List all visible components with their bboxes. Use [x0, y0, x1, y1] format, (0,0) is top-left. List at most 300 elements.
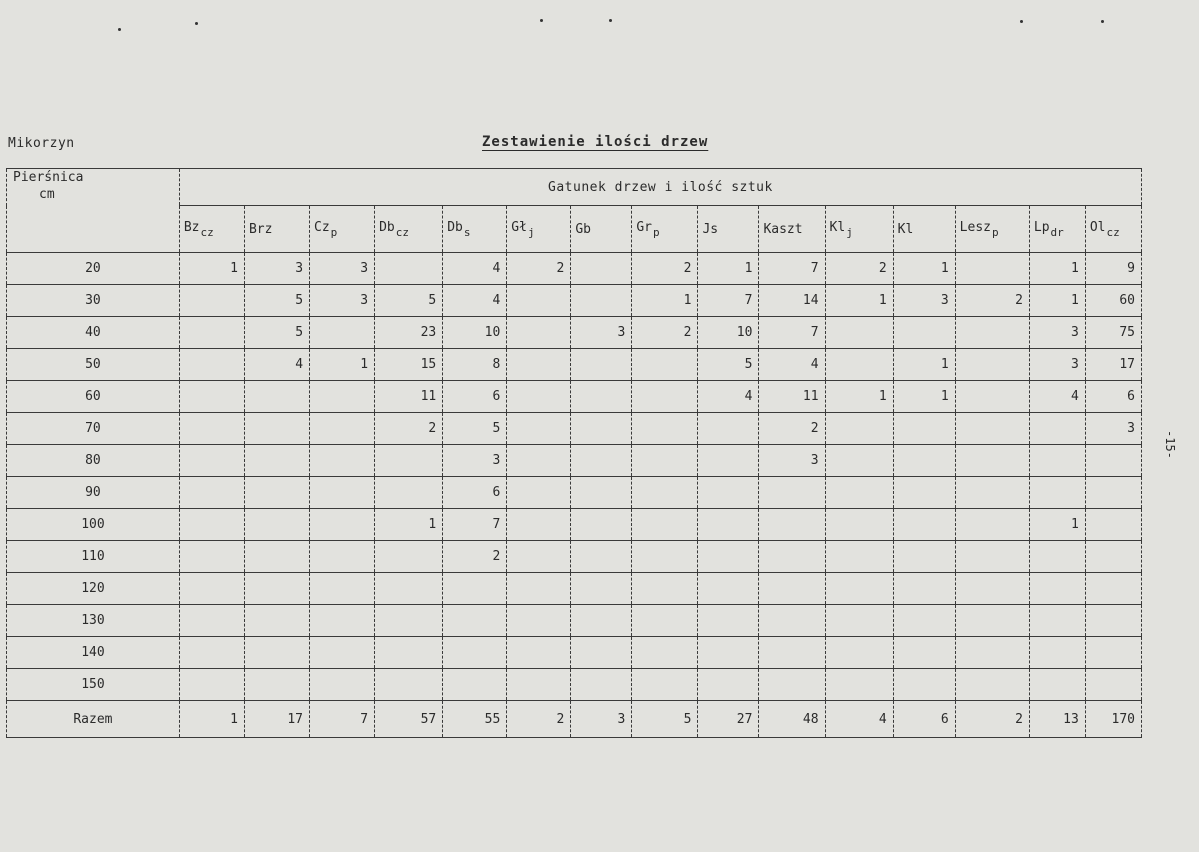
- species-header: [1085, 206, 1141, 253]
- count-cell: [955, 573, 1029, 605]
- count-cell: [759, 477, 825, 509]
- count-cell: 4: [244, 349, 309, 381]
- count-cell: [310, 445, 375, 477]
- diameter-header-unit: cm: [39, 187, 55, 202]
- total-row: [7, 701, 1142, 738]
- table-row: [7, 477, 1142, 509]
- table-body: [7, 253, 1142, 738]
- count-cell: [179, 573, 244, 605]
- count-cell: [698, 413, 759, 445]
- count-cell: 14: [759, 285, 825, 317]
- tree-tally-table: [6, 168, 1142, 738]
- count-cell: [507, 541, 571, 573]
- count-cell: [1085, 669, 1141, 701]
- count-cell: [179, 381, 244, 413]
- count-cell: [507, 669, 571, 701]
- count-cell: [244, 669, 309, 701]
- species-header: [825, 206, 893, 253]
- diameter-cell: 120: [7, 573, 180, 605]
- diameter-cell: 100: [7, 509, 180, 541]
- count-cell: [1029, 541, 1085, 573]
- count-cell: [893, 445, 955, 477]
- count-cell: 1: [1029, 509, 1085, 541]
- species-code: Js: [702, 221, 719, 237]
- species-subscript: p: [991, 225, 999, 239]
- species-code: Gr: [636, 219, 652, 235]
- table-row: [7, 413, 1142, 445]
- count-cell: 6: [443, 477, 507, 509]
- count-cell: 1: [825, 381, 893, 413]
- diameter-cell: 150: [7, 669, 180, 701]
- table-row: [7, 541, 1142, 573]
- count-cell: [310, 381, 375, 413]
- table-row: [7, 669, 1142, 701]
- count-cell: 2: [825, 253, 893, 285]
- count-cell: [375, 637, 443, 669]
- count-cell: [571, 509, 632, 541]
- count-cell: [1085, 637, 1141, 669]
- total-cell: 170: [1085, 701, 1141, 738]
- total-cell: 3: [571, 701, 632, 738]
- count-cell: 5: [244, 285, 309, 317]
- count-cell: 3: [759, 445, 825, 477]
- species-subscript: j: [846, 225, 853, 239]
- paper-speck: [1020, 20, 1023, 23]
- count-cell: [571, 285, 632, 317]
- count-cell: [955, 669, 1029, 701]
- count-cell: 3: [244, 253, 309, 285]
- species-subscript: p: [330, 225, 338, 239]
- count-cell: [698, 509, 759, 541]
- paper-speck: [609, 19, 612, 22]
- count-cell: 4: [1029, 381, 1085, 413]
- count-cell: [955, 381, 1029, 413]
- count-cell: [825, 349, 893, 381]
- count-cell: 7: [759, 317, 825, 349]
- count-cell: [443, 573, 507, 605]
- count-cell: [507, 349, 571, 381]
- count-cell: [244, 477, 309, 509]
- count-cell: [507, 381, 571, 413]
- count-cell: 1: [893, 381, 955, 413]
- count-cell: 1: [893, 253, 955, 285]
- count-cell: [375, 573, 443, 605]
- species-header: [375, 206, 443, 253]
- document-title: Zestawienie ilości drzew: [482, 134, 709, 150]
- total-cell: 27: [698, 701, 759, 738]
- count-cell: [1029, 637, 1085, 669]
- count-cell: [825, 573, 893, 605]
- count-cell: [893, 477, 955, 509]
- species-header: [698, 206, 759, 253]
- count-cell: [244, 605, 309, 637]
- header-row: [7, 169, 1142, 206]
- paper-speck: [195, 22, 198, 25]
- table-row: [7, 605, 1142, 637]
- diameter-cell: 90: [7, 477, 180, 509]
- count-cell: 10: [698, 317, 759, 349]
- species-header: [759, 206, 825, 253]
- count-cell: [632, 605, 698, 637]
- count-cell: 2: [759, 413, 825, 445]
- count-cell: [825, 445, 893, 477]
- count-cell: [310, 541, 375, 573]
- count-cell: [244, 381, 309, 413]
- table-row: [7, 637, 1142, 669]
- count-cell: [507, 509, 571, 541]
- count-cell: [698, 445, 759, 477]
- count-cell: [179, 285, 244, 317]
- diameter-cell: 50: [7, 349, 180, 381]
- count-cell: 3: [310, 285, 375, 317]
- species-subscript: j: [527, 225, 535, 239]
- count-cell: 60: [1085, 285, 1141, 317]
- diameter-header: [7, 169, 180, 253]
- species-header: [179, 206, 244, 253]
- species-header: [244, 206, 309, 253]
- count-cell: 5: [443, 413, 507, 445]
- total-cell: 1: [179, 701, 244, 738]
- count-cell: [759, 541, 825, 573]
- table-row: [7, 573, 1142, 605]
- count-cell: 1: [893, 349, 955, 381]
- count-cell: 75: [1085, 317, 1141, 349]
- count-cell: 11: [759, 381, 825, 413]
- species-header: [443, 206, 507, 253]
- count-cell: [179, 477, 244, 509]
- count-cell: [955, 413, 1029, 445]
- count-cell: [632, 573, 698, 605]
- count-cell: 9: [1085, 253, 1141, 285]
- count-cell: 2: [632, 253, 698, 285]
- count-cell: [759, 669, 825, 701]
- count-cell: [1085, 509, 1141, 541]
- count-cell: [955, 541, 1029, 573]
- count-cell: [443, 637, 507, 669]
- count-cell: [825, 509, 893, 541]
- count-cell: 1: [375, 509, 443, 541]
- count-cell: [179, 413, 244, 445]
- count-cell: [825, 605, 893, 637]
- count-cell: [179, 637, 244, 669]
- count-cell: 11: [375, 381, 443, 413]
- count-cell: 3: [571, 317, 632, 349]
- total-cell: 6: [893, 701, 955, 738]
- diameter-cell: 140: [7, 637, 180, 669]
- count-cell: [759, 605, 825, 637]
- count-cell: 1: [825, 285, 893, 317]
- count-cell: [244, 637, 309, 669]
- place-name: Mikorzyn: [8, 136, 75, 151]
- count-cell: [955, 605, 1029, 637]
- count-cell: 5: [375, 285, 443, 317]
- table-row: [7, 253, 1142, 285]
- count-cell: 3: [1085, 413, 1141, 445]
- count-cell: [825, 541, 893, 573]
- table-row: [7, 509, 1142, 541]
- count-cell: [955, 445, 1029, 477]
- count-cell: [507, 605, 571, 637]
- count-cell: 17: [1085, 349, 1141, 381]
- diameter-cell: 130: [7, 605, 180, 637]
- count-cell: [698, 477, 759, 509]
- diameter-cell: 60: [7, 381, 180, 413]
- species-header: [893, 206, 955, 253]
- table-row: [7, 445, 1142, 477]
- total-cell: 55: [443, 701, 507, 738]
- count-cell: 6: [1085, 381, 1141, 413]
- species-header: [955, 206, 1029, 253]
- count-cell: [1029, 573, 1085, 605]
- table-row: [7, 317, 1142, 349]
- total-cell: 2: [507, 701, 571, 738]
- count-cell: [893, 669, 955, 701]
- species-code: Kl: [829, 219, 846, 235]
- count-cell: 5: [698, 349, 759, 381]
- species-header: [1029, 206, 1085, 253]
- count-cell: [571, 669, 632, 701]
- count-cell: 1: [179, 253, 244, 285]
- count-cell: [1085, 541, 1141, 573]
- count-cell: 7: [698, 285, 759, 317]
- count-cell: [893, 541, 955, 573]
- count-cell: [632, 637, 698, 669]
- count-cell: [507, 413, 571, 445]
- count-cell: 2: [632, 317, 698, 349]
- count-cell: 3: [1029, 317, 1085, 349]
- count-cell: [1029, 669, 1085, 701]
- count-cell: [1029, 477, 1085, 509]
- count-cell: [825, 317, 893, 349]
- species-code: Cz: [314, 219, 330, 235]
- count-cell: [179, 669, 244, 701]
- total-cell: 13: [1029, 701, 1085, 738]
- count-cell: [571, 477, 632, 509]
- count-cell: 2: [507, 253, 571, 285]
- count-cell: [893, 413, 955, 445]
- count-cell: [571, 573, 632, 605]
- count-cell: [632, 445, 698, 477]
- count-cell: [955, 253, 1029, 285]
- count-cell: [955, 349, 1029, 381]
- count-cell: [571, 637, 632, 669]
- count-cell: [632, 509, 698, 541]
- count-cell: 4: [443, 253, 507, 285]
- count-cell: [507, 477, 571, 509]
- count-cell: [571, 413, 632, 445]
- diameter-cell: 40: [7, 317, 180, 349]
- species-code: Brz: [248, 221, 273, 237]
- count-cell: [244, 541, 309, 573]
- count-cell: [825, 413, 893, 445]
- count-cell: [179, 349, 244, 381]
- count-cell: 1: [1029, 285, 1085, 317]
- count-cell: [179, 509, 244, 541]
- count-cell: [571, 253, 632, 285]
- species-subscript: cz: [395, 225, 409, 239]
- count-cell: [759, 573, 825, 605]
- species-header: [507, 206, 571, 253]
- count-cell: 2: [375, 413, 443, 445]
- species-header: [310, 206, 375, 253]
- count-cell: [825, 669, 893, 701]
- count-cell: [375, 541, 443, 573]
- count-cell: [571, 605, 632, 637]
- count-cell: [698, 605, 759, 637]
- count-cell: [310, 669, 375, 701]
- count-cell: 1: [698, 253, 759, 285]
- paper-speck: [118, 28, 121, 31]
- count-cell: [632, 669, 698, 701]
- species-code: Ol: [1089, 219, 1106, 235]
- count-cell: [507, 637, 571, 669]
- count-cell: 1: [1029, 253, 1085, 285]
- count-cell: [179, 605, 244, 637]
- count-cell: [310, 637, 375, 669]
- count-cell: [632, 541, 698, 573]
- count-cell: [893, 573, 955, 605]
- table-row: [7, 381, 1142, 413]
- count-cell: 1: [310, 349, 375, 381]
- count-cell: [310, 317, 375, 349]
- species-group-header: Gatunek drzew i ilość sztuk: [179, 169, 1141, 206]
- species-code: Kaszt: [763, 221, 803, 237]
- count-cell: [310, 477, 375, 509]
- count-cell: [571, 381, 632, 413]
- count-cell: 3: [1029, 349, 1085, 381]
- count-cell: [955, 477, 1029, 509]
- count-cell: 6: [443, 381, 507, 413]
- total-cell: 7: [310, 701, 375, 738]
- count-cell: [955, 509, 1029, 541]
- count-cell: [955, 317, 1029, 349]
- diameter-header-label: Pierśnica: [13, 170, 84, 185]
- species-code: Kl: [897, 221, 914, 237]
- species-header: [571, 206, 632, 253]
- count-cell: [955, 637, 1029, 669]
- count-cell: [1029, 413, 1085, 445]
- count-cell: [375, 253, 443, 285]
- total-cell: 5: [632, 701, 698, 738]
- count-cell: 7: [443, 509, 507, 541]
- count-cell: [893, 605, 955, 637]
- species-code: Gł: [511, 219, 527, 235]
- species-subscript: p: [653, 225, 660, 239]
- species-header: [632, 206, 698, 253]
- count-cell: [375, 605, 443, 637]
- count-cell: [759, 509, 825, 541]
- count-cell: [698, 637, 759, 669]
- count-cell: [698, 573, 759, 605]
- count-cell: 7: [759, 253, 825, 285]
- count-cell: [825, 477, 893, 509]
- diameter-cell: 30: [7, 285, 180, 317]
- count-cell: [507, 445, 571, 477]
- count-cell: [698, 541, 759, 573]
- count-cell: [375, 477, 443, 509]
- count-cell: [310, 573, 375, 605]
- diameter-cell: 20: [7, 253, 180, 285]
- count-cell: 23: [375, 317, 443, 349]
- count-cell: [1029, 445, 1085, 477]
- page-number: -15-: [1163, 430, 1177, 459]
- count-cell: 4: [759, 349, 825, 381]
- count-cell: [1085, 477, 1141, 509]
- total-cell: 2: [955, 701, 1029, 738]
- diameter-cell: 110: [7, 541, 180, 573]
- count-cell: [698, 669, 759, 701]
- table-row: [7, 285, 1142, 317]
- count-cell: [1085, 605, 1141, 637]
- total-cell: 48: [759, 701, 825, 738]
- count-cell: [893, 317, 955, 349]
- total-cell: 57: [375, 701, 443, 738]
- count-cell: [632, 413, 698, 445]
- count-cell: 2: [955, 285, 1029, 317]
- count-cell: [507, 285, 571, 317]
- count-cell: [893, 637, 955, 669]
- table-row: [7, 349, 1142, 381]
- count-cell: [632, 349, 698, 381]
- count-cell: [571, 349, 632, 381]
- count-cell: [759, 637, 825, 669]
- species-code: Gb: [575, 221, 591, 237]
- count-cell: [310, 413, 375, 445]
- count-cell: [1085, 445, 1141, 477]
- count-cell: [310, 509, 375, 541]
- species-code: Db: [447, 219, 463, 235]
- total-cell: 17: [244, 701, 309, 738]
- species-code: Bz: [183, 219, 200, 235]
- count-cell: 15: [375, 349, 443, 381]
- count-cell: [1085, 573, 1141, 605]
- count-cell: [571, 541, 632, 573]
- count-cell: [507, 317, 571, 349]
- count-cell: [375, 669, 443, 701]
- paper-speck: [540, 19, 543, 22]
- count-cell: 4: [443, 285, 507, 317]
- diameter-cell: 80: [7, 445, 180, 477]
- count-cell: [893, 509, 955, 541]
- paper-speck: [1101, 20, 1104, 23]
- species-subscript: dr: [1050, 225, 1064, 239]
- count-cell: [571, 445, 632, 477]
- count-cell: [1029, 605, 1085, 637]
- species-code: Lesz: [959, 219, 991, 235]
- count-cell: 4: [698, 381, 759, 413]
- count-cell: [632, 381, 698, 413]
- count-cell: [244, 413, 309, 445]
- total-label: Razem: [7, 701, 180, 738]
- count-cell: 8: [443, 349, 507, 381]
- count-cell: [443, 605, 507, 637]
- count-cell: 2: [443, 541, 507, 573]
- count-cell: [507, 573, 571, 605]
- count-cell: [443, 669, 507, 701]
- diameter-cell: 70: [7, 413, 180, 445]
- count-cell: [179, 541, 244, 573]
- species-subscript: s: [463, 225, 471, 239]
- count-cell: [179, 317, 244, 349]
- count-cell: 10: [443, 317, 507, 349]
- count-cell: [310, 605, 375, 637]
- count-cell: 3: [310, 253, 375, 285]
- count-cell: [375, 445, 443, 477]
- count-cell: [244, 509, 309, 541]
- count-cell: 3: [893, 285, 955, 317]
- species-subscript: cz: [200, 225, 214, 239]
- count-cell: 3: [443, 445, 507, 477]
